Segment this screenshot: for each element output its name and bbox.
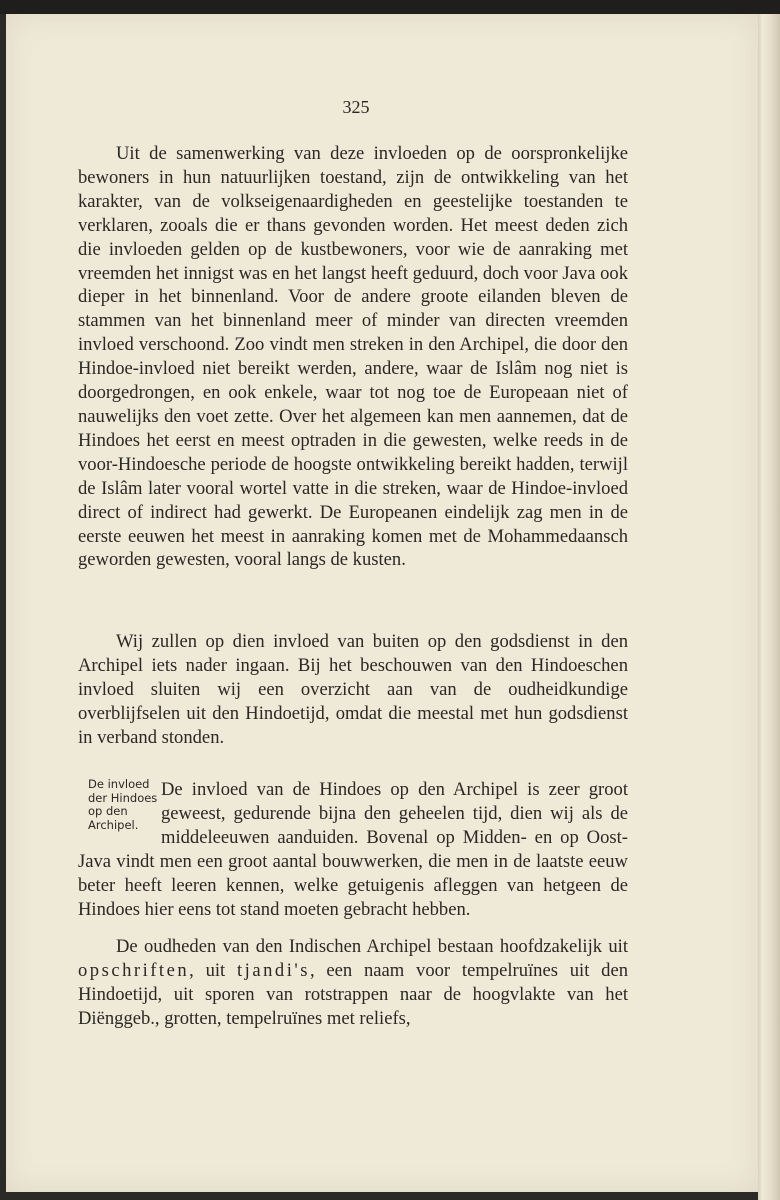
- paragraph-origins: Uit de samenwerking van deze invloeden op de oorspronkelijke bewoners in hun natuurlijken toestand, zijn de ontwikkeling van het karakter, van de volkseigenaardigheden en geestelijke toestanden te verklaren, zooals die er thans gevonden worden. Het meest deden zich die invloeden gelden op de kustbewoners, voor wie de aanraking met vreemden het innigst was en het langst heeft geduurd, doch voor Java ook dieper in het binnenland. Voor de andere groote eilanden bleven de stammen van het binnenland meer of minder van directen vreemden invloed verschoond. Zoo vindt men streken in den Archipel, die door den Hindoe-invloed niet bereikt werden, andere, waar de Islâm nog niet is doorgedrongen, en ook enkele, waar tot nog toe de Europeaan niet of nauwelijks den voet zette. Over het algemeen kan men aannemen, dat de Hindoes het eerst en meest optraden in die gewesten, welke reeds in de voor-Hindoesche periode de hoogste ontwikkeling bereikt hadden, terwijl de Islâm later vooral wortel vatte in die streken, waar de Hindoe-invloed direct of indirect had gewerkt. De Europeanen eindelijk zag men in de eerste eeuwen het meest in aanraking komen met de Mohammedaansch geworden gewesten, vooral langs de kusten.: [78, 143, 628, 571]
- antiquities-text-e: , een naam voor tempelruïnes uit den Hindoetijd, uit sporen van rotstrappen naar de hoogvlakte van het Diënggeb., grotten, tempelruïnes met reliefs,: [78, 959, 628, 1029]
- paragraph-hindu-influence: [78, 778, 628, 921]
- paragraph-hindu-influence-text: De invloed van de Hindoes op den Archipel is zeer groot geweest, gedurende bijna den geheelen tijd, dien wij als de middeleeuwen aanduiden. Bovenal op Midden- en op Oost-Java vindt men een groot aantal bouwwerken, die men in de laatste eeuw beter heeft leeren kennen, welke getuigenis afleggen van hetgeen de Hindoes hier eens tot stand moeten gebracht hebben.: [78, 779, 628, 920]
- term-tjandis: tjandi's: [237, 959, 310, 981]
- paragraph-foreign-influence: Wij zullen op dien invloed van buiten op den godsdienst in den Archipel iets nader ingaan. Bij het beschouwen van den Hindoeschen invloed sluiten wij een overzicht aan van de oudheidkundige overblijfselen uit den Hindoetijd, omdat die meestal met hun godsdienst in verband stonden.: [78, 631, 628, 748]
- paragraph-antiquities: [78, 935, 628, 1031]
- page-edge: [758, 14, 780, 1200]
- margin-note-space: [78, 778, 161, 848]
- antiquities-text-a: De oudheden van den Indischen Archipel bestaan hoofdzakelijk uit: [116, 936, 628, 957]
- antiquities-text-c: , uit: [189, 959, 238, 981]
- term-opschriften: opschriften: [78, 959, 190, 981]
- scan-border-top: [0, 0, 780, 14]
- page-number: 325: [342, 97, 370, 117]
- margin-note: De invloed der Hindoes op den Archipel.: [88, 777, 158, 832]
